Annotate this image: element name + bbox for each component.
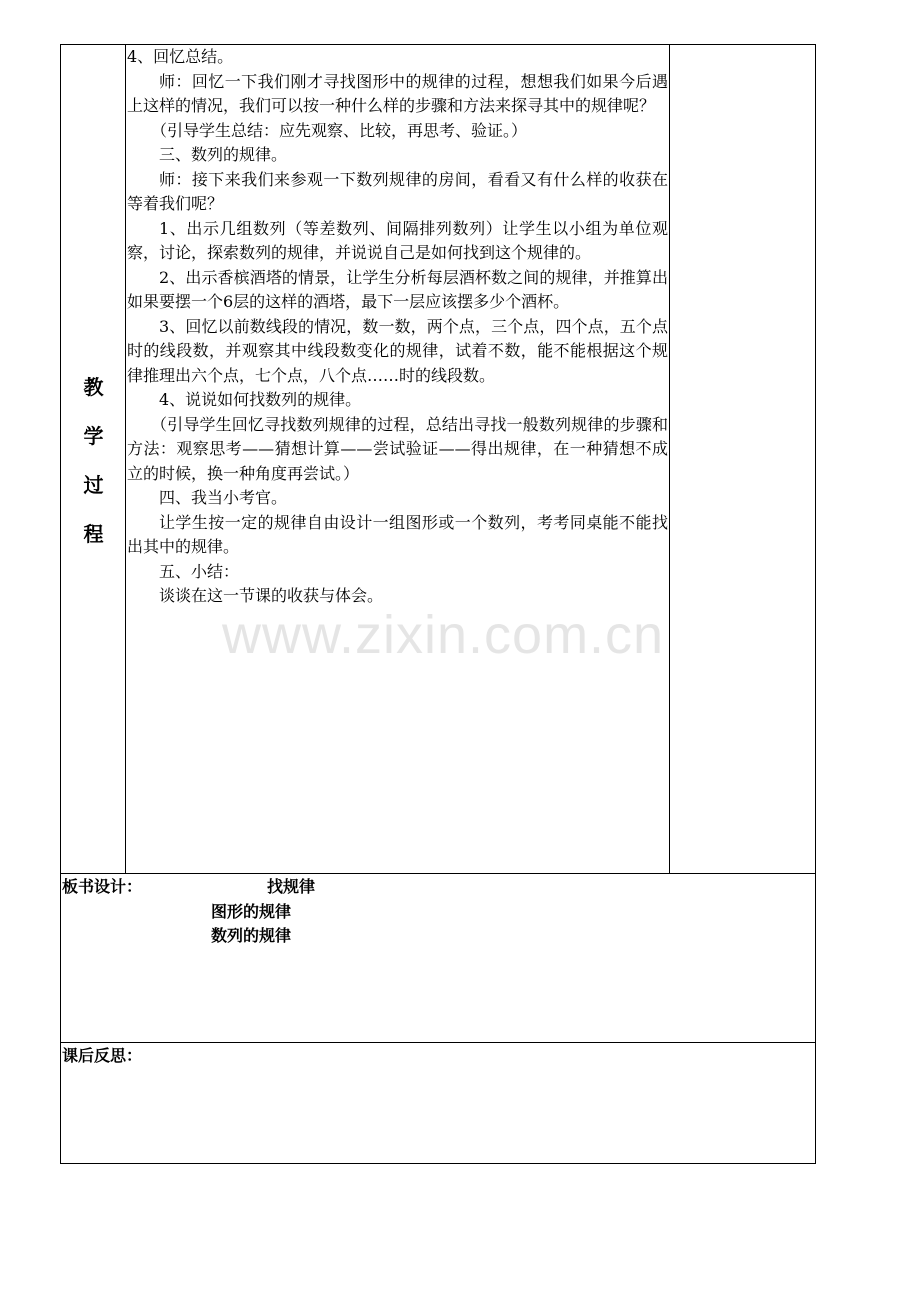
column-divider-label [125,44,126,873]
lesson-paragraph: （引导学生回忆寻找数列规律的过程，总结出寻找一般数列规律的步骤和方法：观察思考——猜想计算——尝试验证——得出规律，在一种猜想不成立的时候，换一种角度再尝试。） [127,414,668,483]
lesson-paragraph: 五、小结： [159,561,240,581]
board-title: 找规律 [267,877,316,896]
row-divider-board [60,873,816,874]
board-item: 图形的规律 [211,902,292,921]
lesson-paragraph: 三、数列的规律。 [159,145,288,164]
lesson-paragraph: 四、我当小考官。 [159,488,288,507]
teaching-process-label [62,44,125,873]
board-design-heading: 板书设计： [62,877,143,896]
row-divider-reflection [60,1042,816,1043]
lesson-paragraph: 3、回忆以前数线段的情况，数一数，两个点，三个点，四个点，五个点时的线段数，并观察其中线段数变化的规律，试着不数，能不能根据这个规律推理出六个点，七个点，八个点……时的线段数。 [127,316,668,385]
lesson-paragraph: 4、回忆总结。 [127,47,234,66]
lesson-paragraph: 师：回忆一下我们刚才寻找图形中的规律的过程，想想我们如果今后遇上这样的情况，我们可以按一种什么样的步骤和方法来探寻其中的规律呢？ [127,71,668,115]
lesson-paragraph: 让学生按一定的规律自由设计一组图形或一个数列，考考同桌能不能找出其中的规律。 [127,512,668,556]
lesson-paragraph: 2、出示香槟酒塔的情景，让学生分析每层酒杯数之间的规律，并推算出如果要摆一个6层的这样的酒塔，最下一层应该摆多少个酒杯。 [127,267,668,311]
reflection-heading: 课后反思： [62,1046,143,1065]
table-border-right [815,44,816,1164]
lesson-paragraph: 4、说说如何找数列的规律。 [159,390,362,409]
lesson-paragraph: 谈谈在这一节课的收获与体会。 [159,586,384,605]
teaching-process-content [127,45,668,609]
lesson-paragraph: 师：接下来我们来参观一下数列规律的房间，看看又有什么样的收获在等着我们呢？ [127,169,668,213]
side-label-char: 学 [83,423,104,448]
side-label-char: 程 [83,521,104,546]
table-border-bottom [60,1163,816,1164]
column-divider-notes [669,44,670,873]
side-label-char: 过 [83,472,104,497]
teaching-process-label-text [84,371,104,547]
lesson-paragraph: （引导学生总结：应先观察、比较，再思考、验证。） [151,120,528,140]
watermark: www.zixin.com.cn [222,605,665,665]
lesson-paragraph: 1、出示几组数列（等差数列、间隔排列数列）让学生以小组为单位观察，讨论，探索数列的规律，并说说自己是如何找到这个规律的。 [127,218,668,262]
table-border-left [60,44,61,1164]
board-item: 数列的规律 [211,926,292,945]
side-label-char: 教 [83,374,104,399]
